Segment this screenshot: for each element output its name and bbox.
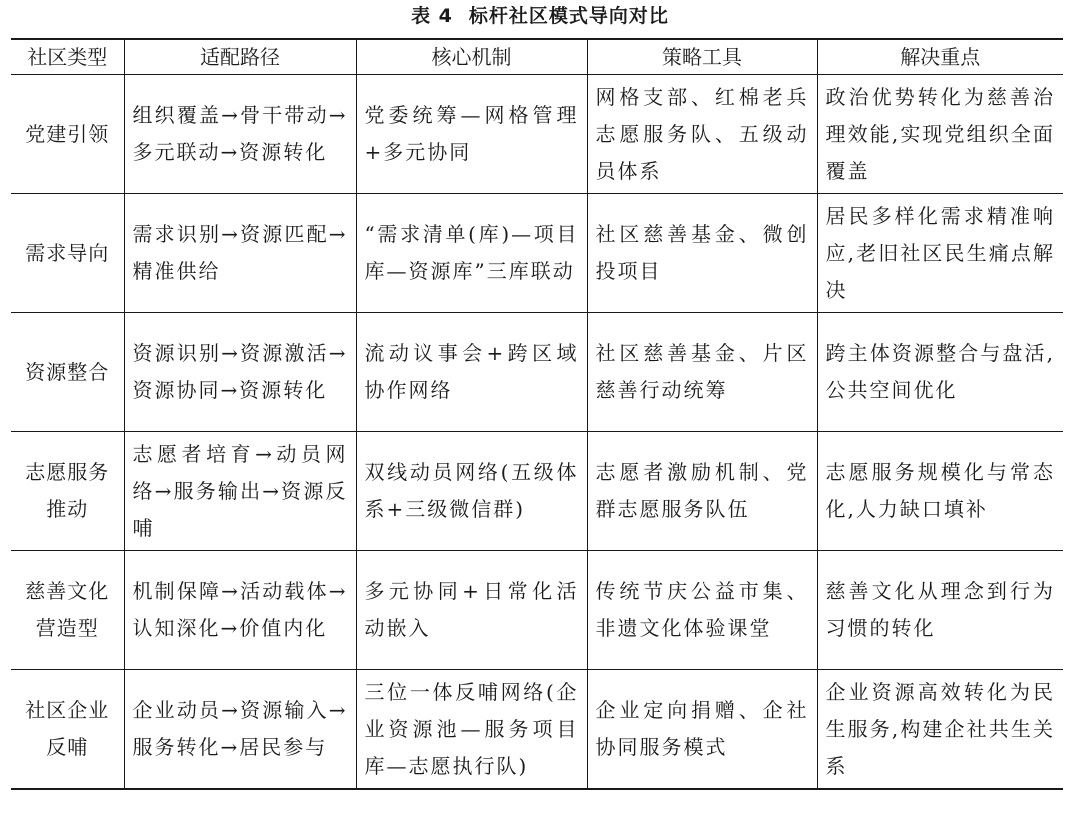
cell-core-mechanism: 党委统筹—网格管理+多元协同	[356, 75, 587, 194]
table-caption	[0, 0, 1080, 36]
cell-focus: 政治优势转化为慈善治理效能,实现党组织全面覆盖	[817, 75, 1063, 194]
table-row	[11, 75, 1063, 194]
header-strategy-tools: 策略工具	[587, 39, 817, 75]
table-row	[11, 551, 1063, 670]
table-row	[11, 313, 1063, 432]
table-number: 表 4	[411, 5, 453, 27]
comparison-table	[11, 38, 1063, 790]
cell-adaptation-path: 需求识别→资源匹配→精准供给	[124, 194, 356, 313]
cell-adaptation-path: 组织覆盖→骨干带动→多元联动→资源转化	[124, 75, 356, 194]
cell-community-type: 志愿服务推动	[11, 432, 124, 551]
header-focus: 解决重点	[817, 39, 1063, 75]
cell-strategy-tools: 志愿者激励机制、党群志愿服务队伍	[587, 432, 817, 551]
cell-focus: 志愿服务规模化与常态化,人力缺口填补	[817, 432, 1063, 551]
cell-community-type: 慈善文化营造型	[11, 551, 124, 670]
cell-focus: 跨主体资源整合与盘活,公共空间优化	[817, 313, 1063, 432]
cell-community-type: 党建引领	[11, 75, 124, 194]
cell-focus: 慈善文化从理念到行为习惯的转化	[817, 551, 1063, 670]
table-row	[11, 432, 1063, 551]
cell-core-mechanism: 多元协同+日常化活动嵌入	[356, 551, 587, 670]
cell-adaptation-path: 志愿者培育→动员网络→服务输出→资源反哺	[124, 432, 356, 551]
cell-adaptation-path: 资源识别→资源激活→资源协同→资源转化	[124, 313, 356, 432]
cell-community-type: 资源整合	[11, 313, 124, 432]
header-core-mechanism: 核心机制	[356, 39, 587, 75]
cell-core-mechanism: 流动议事会+跨区域协作网络	[356, 313, 587, 432]
cell-strategy-tools: 社区慈善基金、片区慈善行动统筹	[587, 313, 817, 432]
cell-strategy-tools: 社区慈善基金、微创投项目	[587, 194, 817, 313]
header-community-type: 社区类型	[11, 39, 124, 75]
table-title: 标杆社区模式导向对比	[468, 5, 669, 27]
cell-adaptation-path: 机制保障→活动载体→认知深化→价值内化	[124, 551, 356, 670]
cell-core-mechanism: 双线动员网络(五级体系+三级微信群)	[356, 432, 587, 551]
cell-community-type: 需求导向	[11, 194, 124, 313]
header-adaptation-path: 适配路径	[124, 39, 356, 75]
table-row	[11, 670, 1063, 790]
cell-core-mechanism: 三位一体反哺网络(企业资源池—服务项目库—志愿执行队)	[356, 670, 587, 790]
cell-strategy-tools: 网格支部、红棉老兵志愿服务队、五级动员体系	[587, 75, 817, 194]
cell-community-type: 社区企业反哺	[11, 670, 124, 790]
cell-strategy-tools: 传统节庆公益市集、非遗文化体验课堂	[587, 551, 817, 670]
table-row	[11, 194, 1063, 313]
cell-adaptation-path: 企业动员→资源输入→服务转化→居民参与	[124, 670, 356, 790]
cell-focus: 企业资源高效转化为民生服务,构建企社共生关系	[817, 670, 1063, 790]
cell-strategy-tools: 企业定向捐赠、企社协同服务模式	[587, 670, 817, 790]
cell-focus: 居民多样化需求精准响应,老旧社区民生痛点解决	[817, 194, 1063, 313]
cell-core-mechanism: “需求清单(库)—项目库—资源库”三库联动	[356, 194, 587, 313]
header-row	[11, 39, 1063, 75]
